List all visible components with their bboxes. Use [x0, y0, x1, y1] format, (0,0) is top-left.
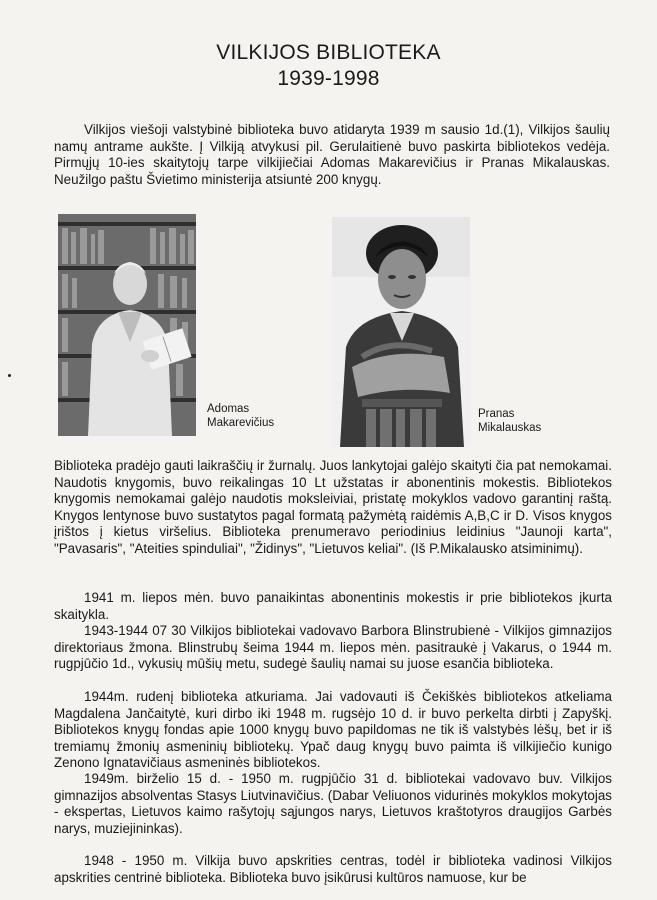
caption-first-name: Pranas	[478, 408, 515, 420]
caption-last-name: Mikalauskas	[478, 421, 542, 434]
paragraph-1944: 1944m. rudenį biblioteka atkuriama. Jai vadovauti iš Čekiškės bibliotekos atkeliama Magdalena Jančaitytė, kuri dirbo iki 1948 m. rugsėjo 10 d. ir buvo perkelta dirbti į Zapyškį. Bibliotekos knygų fondas apie 1000 knygų buvo papildomas ne tik iš valstybės lėšų, bet ir iš tremiamų žmonių asmeninių bibliotekų. Ypač daug knygų buvo paimta iš vilkijiečio kunigo Zenono Ignatavičiaus asmeninės bibliotekos.	[54, 689, 612, 771]
caption-pranas	[478, 408, 541, 435]
paragraph-newspapers: Biblioteka pradėjo gauti laikraščių ir žurnalų. Juos lankytojai galėjo skaityti čia pat nemokamai. Naudotis knygomis, buvo reikalingas 10 Lt užstatas ir abonentinis mokestis. Bibliotekos knygomis nemokamai galėjo naudotis moksleiviai, pristatę mokyklos vadovo garantinį raštą. Knygos lentynose buvo sustatytos pagal formatą pažymėtą raidėmis A,B,C ir D. Visos knygos įrištos į kietus viršelius. Biblioteka prenumeravo periodinius leidinius "Jaunoji karta", "Pavasaris", "Ateities spinduliai", "Židinys", "Lietuvos keliai". (Iš P.Mikalausko atsiminimų).	[54, 458, 612, 556]
intro-paragraph: Vilkijos viešoji valstybinė biblioteka buvo atidaryta 1939 m sausio 1d.(1), Vilkijos šaulių namų antrame aukšte. Į Vilkiją atvykusi pil. Gerulaitienė buvo paskirta bibliotekos vedėja. Pirmųjų 10-ies skaitytojų tarpe vilkijiečiai Adomas Makarevičius ir Pranas Mikalauskas. Neužilgo paštu Švietimo ministerija atsiuntė 200 knygų.	[54, 122, 610, 187]
page-title	[0, 40, 657, 92]
photo-pranas-mikalauskas	[332, 217, 470, 447]
photo-adomas-makarevicius	[58, 214, 196, 436]
portrait-image	[332, 217, 470, 447]
caption-last-name: Makarevičius	[207, 416, 275, 429]
title-line-2: 1939-1998	[277, 67, 380, 90]
scan-speck	[8, 374, 11, 377]
title-line-1: VILKIJOS BIBLIOTEKA	[216, 41, 441, 64]
portrait-image	[58, 214, 196, 436]
paragraph-1941: 1941 m. liepos mėn. buvo panaikintas abonentinis mokestis ir prie bibliotekos įkurta skaitykla.	[54, 590, 612, 622]
paragraph-1948: 1948 - 1950 m. Vilkija buvo apskrities centras, todėl ir biblioteka vadinosi Vilkijos apskrities centrinė biblioteka. Biblioteka buvo įsikūrusi kultūros namuose, kur be	[54, 853, 612, 885]
caption-first-name: Adomas	[207, 403, 250, 415]
caption-adomas	[207, 403, 274, 430]
paragraph-1943: 1943-1944 07 30 Vilkijos bibliotekai vadovavo Barbora Blinstrubienė - Vilkijos gimnazijos direktoriaus žmona. Blinstrubų šeima 1944 m. liepos mėn. pasitraukė į Vakarus, o 1944 m. rugpjūčio 1d., vykusių mūšių metu, sudegė šaulių namai su juose esančia biblioteka.	[54, 623, 612, 672]
paragraph-1949: 1949m. birželio 15 d. - 1950 m. rugpjūčio 31 d. bibliotekai vadovavo buv. Vilkijos gimnazijos absolventas Stasys Liutvinavičius. (Dabar Veliuonos vidurinės mokyklos mokytojas - ekspertas, Lietuvos kaimo rašytojų sąjungos narys, Lietuvos kraštotyros draugijos Garbės narys, muziejininkas).	[54, 771, 612, 836]
